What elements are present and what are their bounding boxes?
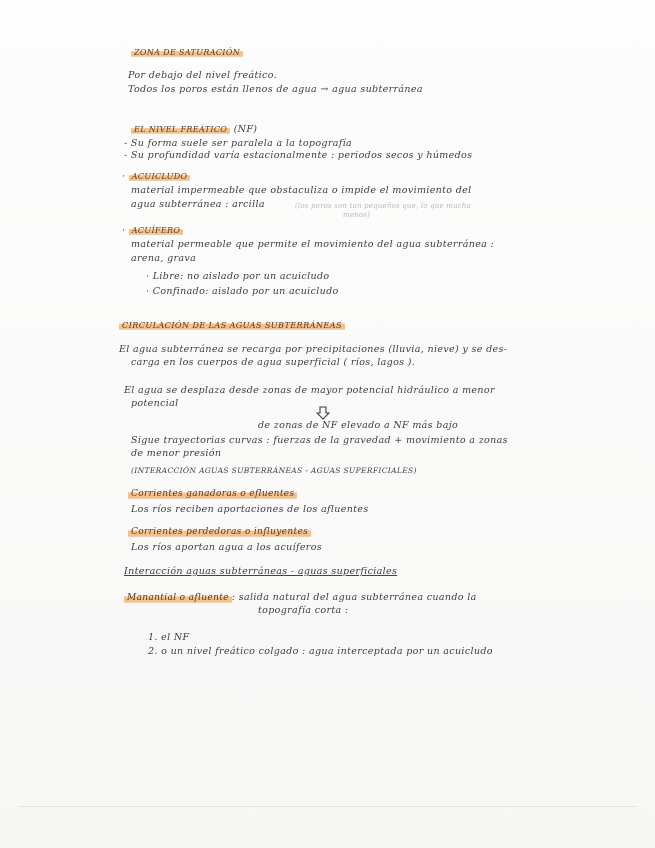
note-line: potencial [131, 398, 179, 409]
interaccion-heading: Interacción aguas subterráneas - aguas superficiales [124, 566, 398, 577]
note-line: Sigue trayectorias curvas : fuerzas de la gravedad + movimiento a zonas [131, 435, 508, 446]
note-bullet-confinado: · Confinado: aislado por un acuicludo [146, 286, 339, 297]
note-line: El agua subterránea se recarga por precipitaciones (lluvia, nieve) y se des- [119, 344, 508, 355]
manantial-line: Manantial o afluente : salida natural del agua subterránea cuando la [124, 592, 477, 604]
zona-saturacion-heading: ZONA DE SATURACIÓN [131, 47, 243, 59]
note-line: de zonas de NF elevado a NF más bajo [258, 420, 459, 431]
note-line: Los ríos aportan agua a los acuíferos [131, 542, 322, 553]
down-arrow-icon [316, 406, 330, 420]
note-line: de menor presión [131, 448, 222, 459]
note-line: material impermeable que obstaculiza o impide el movimiento del [131, 185, 472, 196]
note-bullet-libre: · Libre: no aislado por un acuicludo [146, 271, 330, 282]
note-list-item: 2. o un nivel freático colgado : agua interceptada por un acuicludo [148, 646, 493, 657]
note-line: arena, grava [131, 253, 197, 264]
acuifero-heading: · ACUÍFERO [122, 225, 183, 237]
acuicludo-heading: · ACUICLUDO [122, 171, 190, 183]
note-line: topografía corta : [258, 605, 349, 616]
note-line: - Su profundidad varía estacionalmente : periodos secos y húmedos [124, 150, 473, 161]
note-line: Todos los poros están llenos de agua → agua subterránea [128, 84, 423, 95]
note-line: El agua se desplaza desde zonas de mayor potencial hidráulico a menor [124, 385, 495, 396]
note-line: Por debajo del nivel freático. [128, 70, 277, 81]
page-bottom-edge [18, 806, 637, 807]
note-line: Los ríos reciben aportaciones de los afluentes [131, 504, 369, 515]
note-line: material permeable que permite el movimiento del agua subterránea : [131, 239, 495, 250]
note-line: agua subterránea : arcilla [131, 199, 265, 210]
perdedoras-heading: Corrientes perdedoras o influyentes [128, 526, 311, 538]
circulacion-heading: CIRCULACIÓN DE LAS AGUAS SUBTERRÁNEAS [119, 319, 345, 332]
note-line: (INTERACCIÓN AGUAS SUBTERRÁNEAS - AGUAS SUPERFICIALES) [131, 466, 417, 475]
note-line: carga en los cuerpos de agua superficial ( ríos, lagos ). [131, 357, 416, 368]
faint-pencil-note: (los poros son tan pequeños que, lo que mucha [295, 202, 471, 210]
note-line: - Su forma suele ser paralela a la topografía [124, 138, 353, 149]
note-list-item: 1. el NF [148, 632, 190, 643]
nivel-freatico-heading: EL NIVEL FREÁTICO (NF) [131, 124, 257, 136]
faint-pencil-note: menos) [343, 211, 371, 219]
ganadoras-heading: Corrientes ganadoras o efluentes [128, 488, 297, 500]
